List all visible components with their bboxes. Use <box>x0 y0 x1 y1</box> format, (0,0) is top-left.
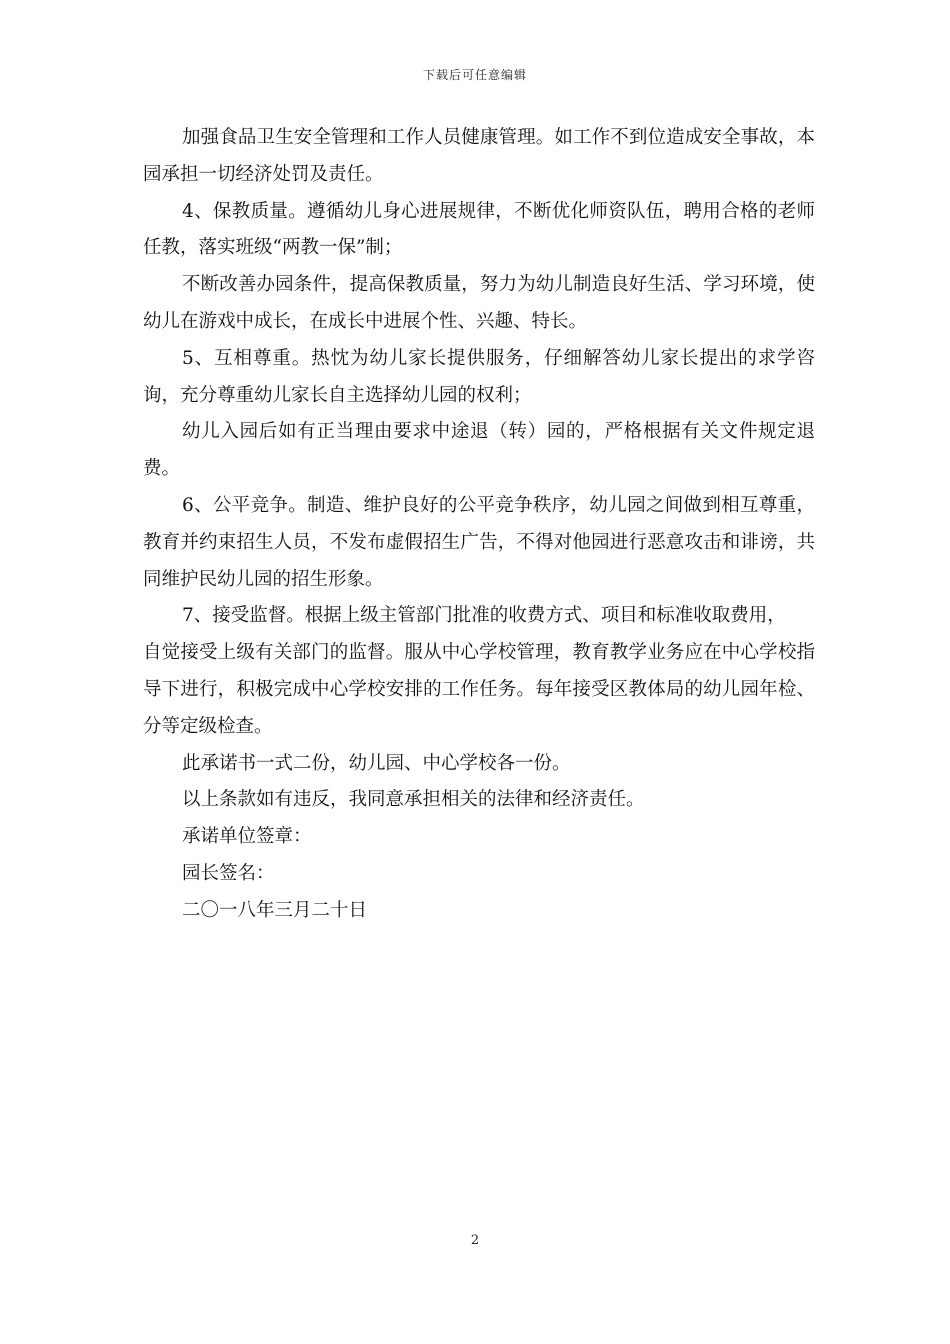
signature-director: 园长签名： <box>182 862 275 884</box>
page-number: 2 <box>470 1233 480 1248</box>
paragraph-improve-conditions: 不断改善办园条件，提高保教质量，努力为幼儿制造良好生活、学习环境，使幼儿在游戏中成长，在成长中进展个性、兴趣、特长。 <box>143 274 815 332</box>
document-date: 二〇一八年三月二十日 <box>182 899 368 921</box>
paragraph-supervision-continued: 自觉接受上级有关部门的监督。服从中心学校管理，教育教学业务应在中心学校指导下进行，积极完成中心学校安排的工作任务。每年接受区教体局的幼儿园年检、分等定级检查。 <box>143 642 815 737</box>
page-header: 下载后可任意编辑 <box>422 68 527 82</box>
paragraph-fair-competition: 6、公平竞争。制造、维护良好的公平竞争秩序，幼儿园之间做到相互尊重，教育并约束招生人员，不发布虚假招生广告，不得对他园进行恶意攻击和诽谤，共同维护民幼儿园的招生形象。 <box>143 494 815 590</box>
paragraph-mutual-respect: 5、互相尊重。热忱为幼儿家长提供服务，仔细解答幼儿家长提出的求学咨询，充分尊重幼儿家长自主选择幼儿园的权利； <box>143 347 815 406</box>
paragraph-refund: 幼儿入园后如有正当理由要求中途退（转）园的，严格根据有关文件规定退费。 <box>143 421 815 480</box>
signature-unit-seal: 承诺单位签章： <box>182 826 312 848</box>
paragraph-liability: 以上条款如有违反，我同意承担相关的法律和经济责任。 <box>182 789 645 811</box>
paragraph-care-quality: 4、保教质量。遵循幼儿身心进展规律，不断优化师资队伍，聘用合格的老师任教，落实班级“两教一保”制； <box>143 200 815 259</box>
paragraph-supervision: 7、接受监督。根据上级主管部门批准的收费方式、项目和标准收取费用， <box>182 605 786 627</box>
document-body <box>143 120 815 930</box>
paragraph-copies: 此承诺书一式二份，幼儿园、中心学校各一份。 <box>182 752 571 774</box>
paragraph-food-safety: 加强食品卫生安全管理和工作人员健康管理。如工作不到位造成安全事故，本园承担一切经济处罚及责任。 <box>143 127 815 185</box>
